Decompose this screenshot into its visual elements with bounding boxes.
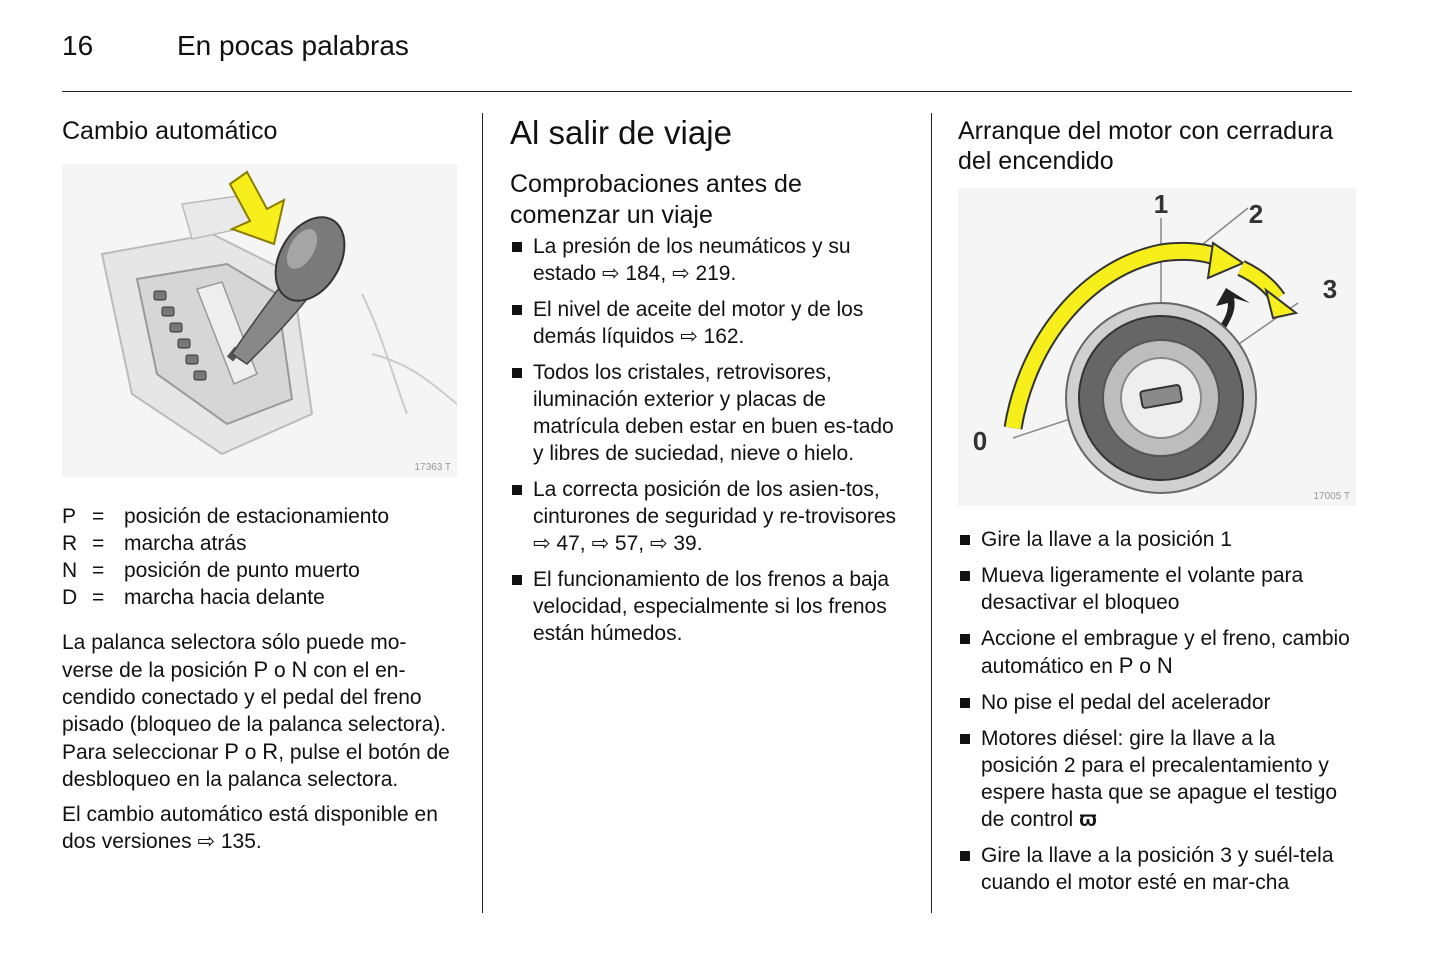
- list-item: Mueva ligeramente el volante para desactivar el bloqueo: [958, 562, 1358, 616]
- legend-equals: =: [92, 559, 105, 582]
- list-item: El nivel de aceite del motor y de los demás líquidos ⇨ 162.: [510, 296, 910, 350]
- list-item: La presión de los neumáticos y su estado ⇨ 184, ⇨ 219.: [510, 233, 910, 287]
- bullet-square-icon: [960, 535, 970, 545]
- legend-equals: =: [92, 532, 105, 555]
- column-middle: [510, 113, 910, 656]
- bullet-square-icon: [960, 571, 970, 581]
- bullet-square-icon: [512, 305, 522, 315]
- checks-list: [510, 233, 910, 647]
- versions-paragraph: El cambio automático está disponible en dos versiones ⇨ 135.: [62, 803, 438, 853]
- header-rule: [62, 91, 1352, 92]
- legend-text: posición de estacionamiento: [124, 505, 390, 528]
- gear-selector-drawing: [62, 164, 457, 477]
- glow-plug-icon: ϖ: [1079, 808, 1097, 831]
- gear-legend: [62, 503, 457, 611]
- running-title: En pocas palabras: [177, 30, 409, 61]
- engine-start-steps: [958, 526, 1358, 896]
- bullet-square-icon: [512, 242, 522, 252]
- legend-text: marcha hacia delante: [124, 586, 325, 609]
- column-divider-1: [482, 113, 483, 913]
- bullet-square-icon: [960, 734, 970, 744]
- page-reference-icon: ⇨: [197, 830, 216, 853]
- legend-row: [62, 530, 457, 557]
- gear-selector-illustration: [62, 164, 457, 477]
- legend-row: [62, 503, 457, 530]
- position-label-1: 1: [1153, 189, 1169, 219]
- legend-key: P: [62, 505, 77, 528]
- column-left: [62, 113, 457, 855]
- position-label-0: 0: [972, 426, 988, 456]
- legend-row: [62, 584, 457, 611]
- column-right: [958, 113, 1358, 905]
- legend-key: R: [62, 532, 78, 555]
- list-item: No pise el pedal del acelerador: [958, 689, 1358, 716]
- page-number: 16: [62, 30, 94, 61]
- ignition-lock-illustration: [958, 188, 1356, 506]
- legend-key: N: [62, 559, 78, 582]
- bullet-square-icon: [960, 634, 970, 644]
- position-label-2: 2: [1248, 199, 1264, 229]
- figure-code: 17005 T: [1313, 491, 1350, 502]
- column-divider-2: [931, 113, 932, 913]
- list-item: Gire la llave a la posición 1: [958, 526, 1358, 553]
- chapter-heading: Al salir de viaje: [510, 114, 732, 151]
- bullet-square-icon: [512, 575, 522, 585]
- bullet-square-icon: [512, 368, 522, 378]
- list-item: Motores diésel: gire la llave a la posición 2 para el precalentamiento y espere hasta que se apague el testigo de control ϖ: [958, 725, 1358, 833]
- list-item: El funcionamiento de los frenos a baja velocidad, especialmente si los frenos están húmedos.: [510, 566, 910, 647]
- list-item: Todos los cristales, retrovisores, iluminación exterior y placas de matrícula deben estar en buen es-tado y libres de suciedad, nieve o hielo.: [510, 359, 910, 467]
- bullet-square-icon: [960, 851, 970, 861]
- selector-lever-paragraph: La palanca selectora sólo puede mo-verse de la posición P o N con el en-cendido conectado y el pedal del freno pisado (bloqueo de la palanca selectora). Para seleccionar P o R, pulse el botón de desbloqueo en la palanca selectora.: [62, 631, 450, 791]
- legend-key: D: [62, 586, 78, 609]
- position-label-3: 3: [1322, 274, 1338, 304]
- section-heading-engine-start: Arranque del motor con cerradura del encendido: [958, 117, 1334, 175]
- legend-equals: =: [92, 586, 105, 609]
- figure-code: 17363 T: [414, 462, 451, 473]
- checks-subheading: Comprobaciones antes de comenzar un viaje: [510, 170, 802, 229]
- ignition-lock-drawing: [958, 188, 1356, 506]
- bullet-square-icon: [512, 485, 522, 495]
- legend-text: posición de punto muerto: [124, 559, 360, 582]
- list-item: Accione el embrague y el freno, cambio automático en P o N: [958, 625, 1358, 680]
- list-item: La correcta posición de los asien-tos, cinturones de seguridad y re-trovisores ⇨ 47, ⇨ 57, ⇨ 39.: [510, 476, 910, 557]
- section-heading-automatic-transmission: Cambio automático: [62, 117, 278, 145]
- legend-row: [62, 557, 457, 584]
- legend-text: marcha atrás: [124, 532, 247, 555]
- bullet-square-icon: [960, 698, 970, 708]
- list-item: Gire la llave a la posición 3 y suél-tela cuando el motor esté en mar-cha: [958, 842, 1358, 896]
- legend-equals: =: [92, 505, 105, 528]
